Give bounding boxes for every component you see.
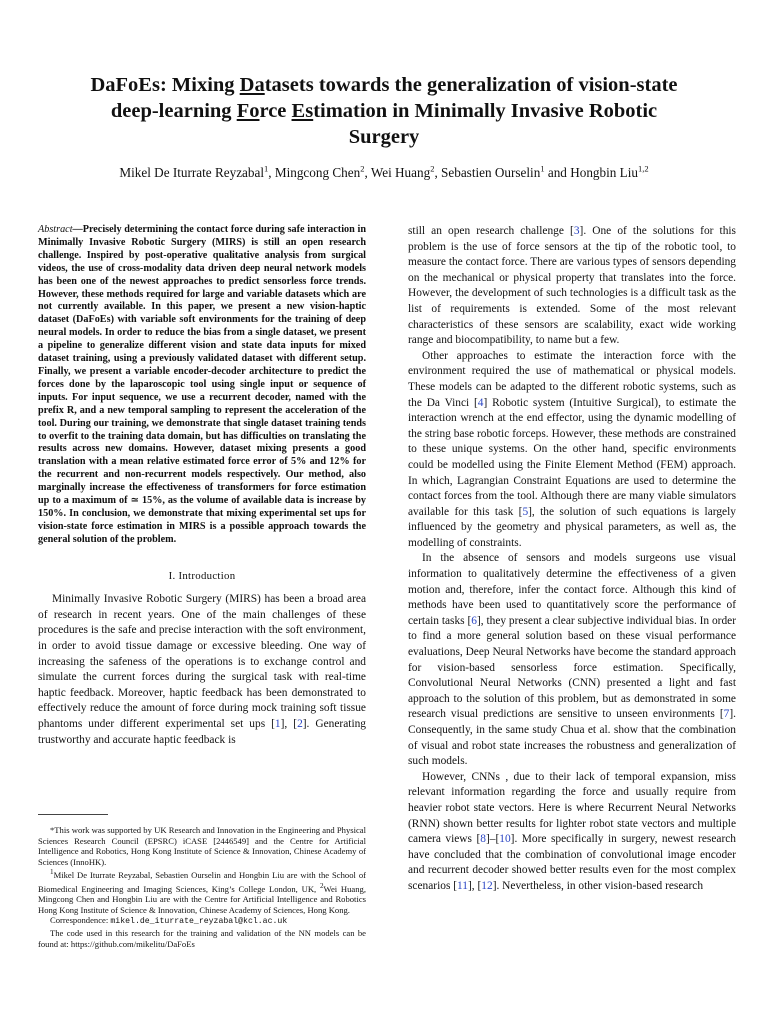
- footnotes: [38, 825, 366, 949]
- right-column: [408, 224, 736, 895]
- body-paragraph: still an open research challenge [3]. One of the solutions for this problem is the use of force sensors at the tip of the robotic tool, to measure the contact force. There are various types of sensors depending on the mechanical or physical property that translates into the force. However, the development of such technologies is a difficult task as the list of requirements is extended. Some of the most relevant characteristics of these sensors are scalability, exact wide working range and biocompatibility, to name but a few.: [408, 225, 736, 347]
- citation-link[interactable]: 6: [471, 614, 477, 627]
- citation-link[interactable]: 10: [499, 833, 511, 846]
- correspondence-email[interactable]: mikel.de_iturrate_reyzabal@kcl.ac.uk: [110, 917, 288, 927]
- author: Wei Huang$^2$,: [370, 164, 442, 181]
- footnote-funding: *This work was supported by UK Research and Innovation in the Engineering and Physical Sciences Research Council (EPSRC) iCASE [2446549] and the Centre for Artificial Intelligence and Robotics, Hong Kong Institute of Science & Innovation, Chinese Academy of Sciences (InnoHK).: [38, 825, 366, 867]
- citation-link[interactable]: 1: [274, 718, 281, 730]
- body-paragraph: However, CNNs , due to their lack of temporal expansion, miss relevant information regarding the force and usually require from heavier robot state vectors. Here is where Recurrent Neural Networks (RNN) shown better results for lighter robot state vectors and multiple camera views [8]–[10]. More specifically in surgery, newest research have concluded that the combination of convolutional image encoder and recurrent decoder showed better results even for the most complex scenarios [11], [12]. Nevertheless, in other vision-based research: [408, 770, 736, 892]
- author: Mingcong Chen$^2$,: [274, 164, 371, 181]
- footnote-code: The code used in this research for the training and validation of the NN models can be found at: https://github.com/mikelitu/DaFoEs: [38, 928, 366, 949]
- citation-link[interactable]: 2: [297, 718, 303, 730]
- footnote-affiliations: $^1$Mikel De Iturrate Reyzabal, Sebastien Ourselin and Hongbin Liu are with the School of Biomedical Engineering and Imaging Sciences, King’s College London, UK, $^2$Wei Huang, Mingcong Chen and Hongbin Liu are with the Centre for Artificial Intelligence and Robotics Hong Kong Institute of Science & Innovation, Chinese Academy of Sciences, Hong Kong.: [38, 868, 366, 915]
- body-paragraph: Other approaches to estimate the interaction force with the environment required the use of mathematical or physical models. These models can be adapted to the different robotic systems, such as the Da Vinci [4] Robotic system (Intuitive Surgical), to estimate the interaction wrench at the end effector, using the dynamic modelling of the string base robotic forceps. However, these methods are constrained to these unique systems. On the other hand, specific environments could be modelled using the Finite Element Method (FEM) approach. In which, Lagrangian Constraint Equations are used to determine the contact forces from the tool. Although there are many viable simulators available for this task [5], the solution of such equations is largely influenced by the geometry and physical parameters, as well as, the modelling of constraints.: [408, 349, 737, 549]
- body-paragraph: In the absence of sensors and models surgeons use visual information to qualitatively determine the effectiveness of a given motion and, therefore, infer the contact force. Although this kind of methods have been used to quantitatively score the performance of certain tasks [6], they present a clear subjective individual bias. In order to find a more general solution based on these visual performance evaluations, Deep Neural Networks have become the standard approach for vision-based sensorless force estimation. Specifically, Convolutional Neural Networks (CNN) presented a light and fast approach to the solution of this problem, but as demonstrated in some research visual predictions are sensitive to unseen environments [7]. Consequently, in the same study Chua et al. show that the combination of visual and robot state increases the robustness and generalization of such models.: [408, 552, 737, 768]
- citation-link[interactable]: 5: [522, 505, 529, 518]
- paper-title: DaFoEs: Mixing Datasets towards the generalization of vision-state deep-learning Force Estimation in Minimally Invasive Robotic Surgery: [90, 74, 678, 148]
- intro-paragraph: Minimally Invasive Robotic Surgery (MIRS) has been a broad area of research in recent years. One of the main challenges of these procedures is the safe and precise interaction with the soft environment, in order to avoid tissue damage or excessive bleeding. One way of increasing the safeness of the operations is to exchange control and simulate the current forces during the surgical task with real-time haptic feedback. Moreover, haptic feedback has been demonstrated to effectively reduce the amount of force during mock training soft tissue phantoms under different experimental set ups [1], [2]. Generating trustworthy and accurate haptic feedback is: [38, 593, 367, 746]
- footnote-correspondence: Correspondence: mikel.de_iturrate_reyzabal@kcl.ac.uk: [50, 915, 288, 927]
- abstract: Abstract—Precisely determining the contact force during safe interaction in Minimally Invasive Robotic Surgery (MIRS) is still an open research challenge. Inspired by post-operative qualitative analysis from surgical videos, the use of cross-modality data driven deep neural network models has been one of the newest approaches to predict sensorless force trends. However, these methods required for large and variable datasets which are not currently available. In this paper, we present a new vision-haptic dataset (DaFoEs) with variable soft environments for the training of deep neural models. In order to reduce the bias from a single dataset, we present a pipeline to generalize different vision and state data inputs for mixed dataset training, using a previously validated dataset with different setup. Finally, we present a variable encoder-decoder architecture to predict the forces done by the laparoscopic tool using single input or sequence of inputs. For input sequence, we use a recurrent decoder, named with the prefix R, and a new temporal sampling to represent the acceleration of the tool. During our training, we demonstrate that single dataset training tends to overfit to the training data domain, but has difficulties on translating the results across new domains. However, dataset mixing presents a good translation with a mean relative estimated force error of 5% and 12% for the recurrent and non-recurrent models respectively. Our method, also marginally increase the effectiveness of transformers for force estimation up to a maximum of ≃ 15%, as the volume of available data is increase by 150%. In conclusion, we demonstrate that mixing experimental set ups for vision-state force estimation in MIRS is a possible approach towards the general solution of the problem.: [38, 224, 366, 545]
- author-list: [40, 160, 728, 182]
- citation-link[interactable]: 11: [457, 879, 468, 892]
- author: Sebastien Ourselin$^1$ and: [441, 164, 571, 181]
- citation-link[interactable]: 3: [573, 225, 580, 237]
- citation-link[interactable]: 12: [481, 879, 493, 892]
- section-heading-introduction: I. Introduction: [168, 569, 236, 582]
- footnote-rule: [38, 814, 108, 815]
- left-column: [38, 224, 366, 748]
- citation-link[interactable]: 8: [480, 833, 486, 846]
- citation-link[interactable]: 7: [723, 708, 730, 721]
- author: Mikel De Iturrate Reyzabal$^1$,: [119, 164, 275, 181]
- citation-link[interactable]: 4: [477, 396, 484, 409]
- author: Hongbin Liu$^{1,2}$: [570, 164, 649, 181]
